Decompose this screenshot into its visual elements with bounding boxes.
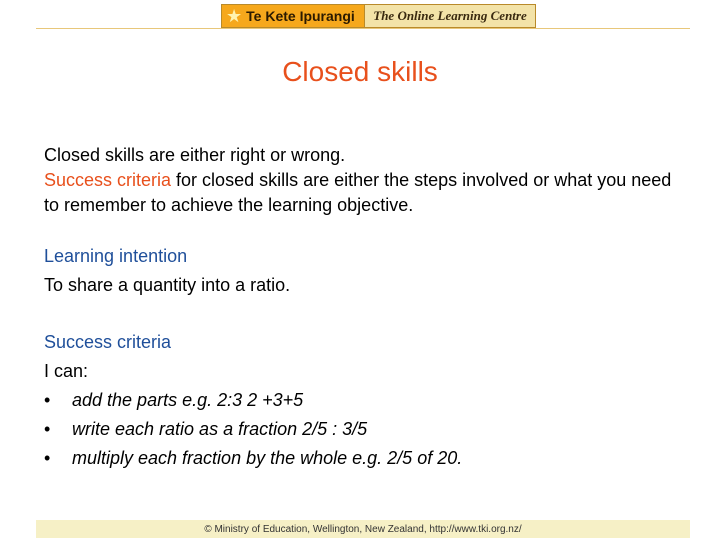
footer-copyright: © Ministry of Education, Wellington, New Zealand, http://www.tki.org.nz/ <box>204 523 522 535</box>
page-title: Closed skills <box>282 56 438 87</box>
list-item <box>44 417 684 442</box>
logo-left-text: Te Kete Ipurangi <box>246 8 355 24</box>
logo-left-panel <box>222 5 364 27</box>
success-criteria-section <box>44 330 684 471</box>
intro-line-2 <box>44 168 684 218</box>
success-criteria-highlight: Success criteria <box>44 170 172 190</box>
list-item-text: add the parts e.g. 2:3 2 +3+5 <box>72 390 304 410</box>
footer-bar <box>36 520 690 538</box>
intro-line-2-rest: for closed skills are either the steps involved or what you need to remember to achieve the learning objective. <box>44 170 672 215</box>
learning-intention-text: To share a quantity into a ratio. <box>44 275 291 295</box>
bullet-icon: • <box>44 390 51 410</box>
list-item-text: write each ratio as a fraction 2/5 : 3/5 <box>72 419 368 439</box>
logo-right-text: The Online Learning Centre <box>373 8 527 23</box>
bullet-icon: • <box>44 448 51 468</box>
list-item-text: multiply each fraction by the whole e.g. 2/5 of 20. <box>72 448 463 468</box>
bullet-icon: • <box>44 419 51 439</box>
intro-paragraph <box>44 143 684 218</box>
learning-intention-section <box>44 244 684 298</box>
logo-right-panel <box>364 5 535 27</box>
header-rule <box>36 28 690 29</box>
star-icon: ★ <box>226 6 243 26</box>
success-criteria-heading: Success criteria <box>44 332 172 352</box>
success-criteria-list <box>44 388 684 471</box>
success-criteria-lead: I can: <box>44 361 89 381</box>
list-item <box>44 388 684 413</box>
list-item <box>44 446 684 471</box>
site-logo[interactable] <box>221 4 536 28</box>
intro-line-1: Closed skills are either right or wrong. <box>44 145 346 165</box>
learning-intention-heading: Learning intention <box>44 246 188 266</box>
